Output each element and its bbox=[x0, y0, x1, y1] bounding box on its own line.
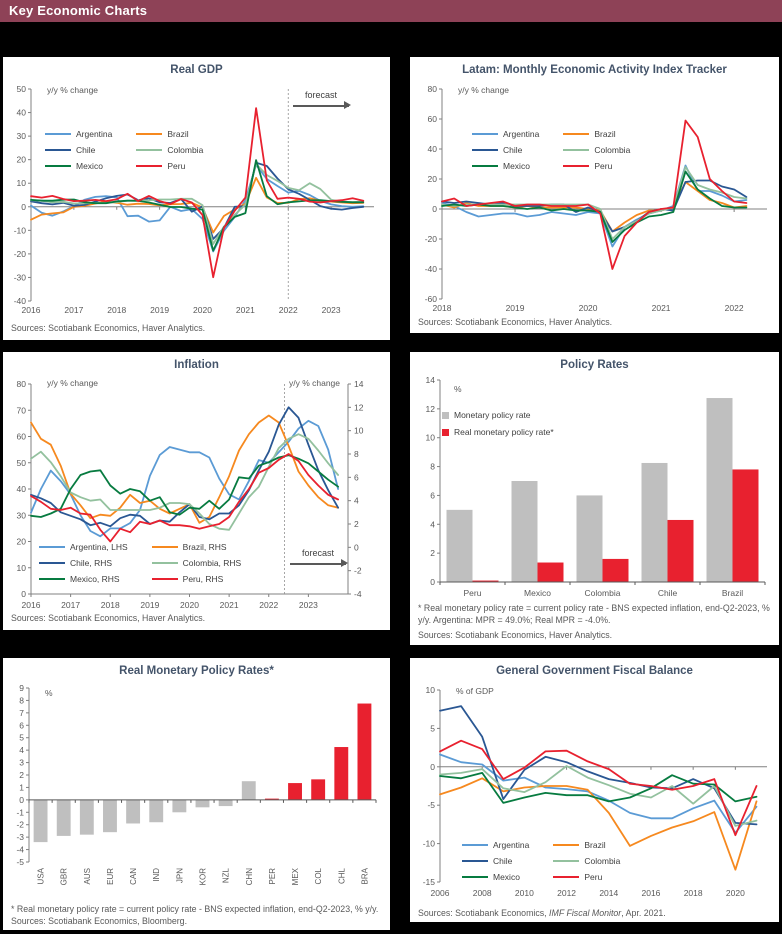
svg-text:-3: -3 bbox=[16, 832, 24, 843]
forecast-annotation bbox=[290, 90, 352, 107]
svg-text:-10: -10 bbox=[13, 225, 26, 236]
svg-text:2016: 2016 bbox=[641, 888, 661, 898]
legend-swatch bbox=[472, 165, 498, 167]
svg-text:2: 2 bbox=[19, 770, 24, 780]
source-suffix: , Apr. 2021. bbox=[621, 908, 666, 918]
legend-swatch bbox=[462, 876, 488, 878]
svg-text:80: 80 bbox=[427, 84, 437, 94]
legend-swatch bbox=[136, 149, 162, 151]
legend-label: Mexico, RHS bbox=[70, 574, 120, 584]
y-axis-unit-label: % bbox=[454, 384, 462, 394]
legend-item bbox=[442, 427, 554, 437]
svg-text:0: 0 bbox=[430, 761, 435, 772]
svg-text:2016: 2016 bbox=[21, 305, 41, 315]
real-mpr-panel bbox=[3, 658, 390, 930]
policy-rates-panel bbox=[410, 352, 779, 645]
legend-item bbox=[553, 872, 620, 882]
svg-text:2019: 2019 bbox=[505, 303, 525, 313]
chart-title: Real GDP bbox=[170, 64, 223, 76]
svg-text:Brazil: Brazil bbox=[721, 588, 744, 598]
legend-item bbox=[45, 161, 112, 171]
forecast-label: forecast bbox=[301, 548, 334, 558]
svg-text:2021: 2021 bbox=[219, 600, 239, 610]
svg-text:8: 8 bbox=[19, 695, 24, 706]
legend-label: Peru bbox=[167, 161, 186, 171]
svg-text:2018: 2018 bbox=[432, 303, 452, 313]
chart-title: Inflation bbox=[174, 359, 219, 371]
real-gdp-panel bbox=[3, 57, 390, 340]
svg-text:Colombia: Colombia bbox=[584, 588, 621, 598]
legend bbox=[45, 129, 203, 171]
right-y-axis-unit-label: y/y % change bbox=[288, 378, 340, 388]
legend-item bbox=[39, 574, 128, 584]
legend-swatch bbox=[152, 562, 178, 564]
legend-label: Chile, RHS bbox=[70, 558, 113, 568]
svg-text:2006: 2006 bbox=[430, 888, 450, 898]
svg-text:6: 6 bbox=[354, 472, 359, 483]
legend-swatch bbox=[472, 149, 498, 151]
legend-swatch bbox=[563, 165, 589, 167]
latam-activity-plot bbox=[410, 77, 779, 315]
legend-label: Argentina bbox=[503, 129, 540, 139]
svg-text:2019: 2019 bbox=[140, 600, 160, 610]
svg-text:KOR: KOR bbox=[198, 868, 208, 886]
svg-text:4: 4 bbox=[354, 495, 359, 506]
svg-text:10: 10 bbox=[425, 685, 435, 695]
legend-item bbox=[442, 410, 554, 420]
legend-item bbox=[45, 129, 112, 139]
svg-text:2022: 2022 bbox=[724, 303, 744, 313]
svg-text:2023: 2023 bbox=[321, 305, 341, 315]
legend bbox=[442, 410, 554, 437]
svg-text:8: 8 bbox=[430, 461, 435, 472]
svg-text:10: 10 bbox=[354, 425, 364, 436]
legend-label: Monetary policy rate bbox=[454, 410, 531, 420]
source-note: Sources: Scotiabank Economics, Haver Analytics. bbox=[11, 323, 206, 333]
y-axis-unit-label: y/y % change bbox=[47, 378, 99, 388]
svg-text:2014: 2014 bbox=[599, 888, 619, 898]
source-note: Sources: Scotiabank Economics, Haver Analytics. bbox=[11, 613, 206, 623]
legend-item bbox=[136, 161, 203, 171]
svg-text:2022: 2022 bbox=[278, 305, 298, 315]
legend-item bbox=[472, 161, 539, 171]
svg-text:NZL: NZL bbox=[221, 868, 231, 884]
forecast-arrow-icon bbox=[290, 563, 346, 565]
source-note: Sources: Scotiabank Economics, Haver Analytics. bbox=[418, 317, 613, 327]
svg-text:-20: -20 bbox=[424, 234, 437, 244]
svg-text:4: 4 bbox=[430, 519, 435, 530]
legend-item bbox=[39, 558, 128, 568]
forecast-label: forecast bbox=[304, 90, 337, 100]
legend-label: Colombia bbox=[594, 145, 631, 155]
source-note bbox=[418, 908, 666, 918]
svg-text:2020: 2020 bbox=[578, 303, 598, 313]
svg-text:20: 20 bbox=[16, 154, 26, 165]
svg-text:Mexico: Mexico bbox=[524, 588, 551, 598]
svg-text:IND: IND bbox=[152, 868, 162, 882]
svg-text:COL: COL bbox=[314, 868, 324, 885]
svg-text:-4: -4 bbox=[16, 844, 24, 855]
svg-text:0: 0 bbox=[430, 577, 435, 587]
source-italic: IMF Fiscal Monitor bbox=[549, 908, 622, 918]
legend-item bbox=[563, 161, 630, 171]
svg-text:7: 7 bbox=[19, 707, 24, 718]
svg-text:14: 14 bbox=[425, 375, 435, 385]
svg-text:2008: 2008 bbox=[472, 888, 492, 898]
svg-text:-5: -5 bbox=[16, 857, 24, 867]
svg-text:MEX: MEX bbox=[291, 868, 301, 886]
svg-text:30: 30 bbox=[16, 131, 26, 142]
svg-text:50: 50 bbox=[16, 457, 26, 468]
legend-label: Colombia, RHS bbox=[182, 558, 242, 568]
svg-text:-10: -10 bbox=[422, 838, 435, 849]
svg-text:4: 4 bbox=[19, 745, 24, 756]
real-gdp-plot bbox=[3, 77, 390, 317]
legend-swatch bbox=[553, 844, 579, 846]
legend-swatch bbox=[152, 578, 178, 580]
legend-label: Colombia bbox=[584, 856, 621, 866]
legend bbox=[462, 840, 620, 882]
svg-text:9: 9 bbox=[19, 683, 24, 693]
legend-swatch bbox=[45, 133, 71, 135]
legend-label: Mexico bbox=[503, 161, 530, 171]
svg-text:14: 14 bbox=[354, 379, 364, 389]
svg-text:80: 80 bbox=[16, 379, 26, 389]
legend-item bbox=[472, 145, 539, 155]
legend-item bbox=[563, 129, 630, 139]
svg-text:10: 10 bbox=[16, 178, 26, 189]
legend-swatch bbox=[136, 133, 162, 135]
legend-label: Brazil, RHS bbox=[182, 542, 227, 552]
legend-swatch bbox=[136, 165, 162, 167]
legend-label: Mexico bbox=[493, 872, 520, 882]
legend bbox=[472, 129, 630, 171]
legend-swatch bbox=[39, 578, 65, 580]
legend-swatch bbox=[472, 133, 498, 135]
svg-text:-2: -2 bbox=[16, 819, 24, 830]
svg-text:-15: -15 bbox=[422, 877, 435, 887]
legend-item bbox=[152, 558, 242, 568]
forecast-annotation bbox=[287, 548, 349, 565]
legend-swatch bbox=[442, 412, 449, 419]
svg-text:2022: 2022 bbox=[259, 600, 279, 610]
svg-text:70: 70 bbox=[16, 405, 26, 416]
legend-swatch bbox=[45, 149, 71, 151]
legend-label: Colombia bbox=[167, 145, 204, 155]
svg-text:0: 0 bbox=[19, 794, 24, 805]
svg-text:20: 20 bbox=[427, 174, 437, 184]
svg-text:CHL: CHL bbox=[337, 868, 347, 885]
svg-text:-4: -4 bbox=[354, 589, 362, 599]
svg-text:EUR: EUR bbox=[105, 868, 115, 885]
svg-text:2019: 2019 bbox=[150, 305, 170, 315]
legend-item bbox=[553, 856, 620, 866]
legend-swatch bbox=[553, 860, 579, 862]
legend-item bbox=[462, 840, 529, 850]
legend-label: Brazil bbox=[584, 840, 606, 850]
y-axis-unit-label: % of GDP bbox=[456, 686, 494, 696]
svg-text:0: 0 bbox=[21, 201, 26, 212]
legend-item bbox=[136, 129, 203, 139]
svg-text:40: 40 bbox=[427, 144, 437, 154]
svg-text:8: 8 bbox=[354, 449, 359, 459]
svg-text:12: 12 bbox=[425, 403, 435, 414]
legend-swatch bbox=[563, 149, 589, 151]
legend-item bbox=[472, 129, 539, 139]
y-axis-unit-label: y/y % change bbox=[47, 85, 99, 95]
forecast-arrow-icon bbox=[293, 105, 349, 107]
legend-label: Chile bbox=[76, 145, 96, 155]
svg-text:20: 20 bbox=[16, 536, 26, 547]
svg-text:-40: -40 bbox=[424, 264, 437, 274]
svg-text:2021: 2021 bbox=[235, 305, 255, 315]
svg-text:2018: 2018 bbox=[100, 600, 120, 610]
chart-title: General Government Fiscal Balance bbox=[496, 665, 693, 677]
legend-item bbox=[553, 840, 620, 850]
svg-text:-60: -60 bbox=[424, 294, 437, 304]
y-axis-unit-label: % bbox=[45, 688, 53, 698]
svg-text:Chile: Chile bbox=[657, 588, 678, 598]
legend-item bbox=[45, 145, 112, 155]
real-mpr-plot bbox=[3, 676, 390, 904]
svg-text:3: 3 bbox=[19, 757, 24, 768]
legend-swatch bbox=[45, 165, 71, 167]
legend-swatch bbox=[442, 429, 449, 436]
legend-swatch bbox=[462, 860, 488, 862]
legend-swatch bbox=[39, 546, 65, 548]
svg-text:40: 40 bbox=[16, 484, 26, 494]
svg-text:BRA: BRA bbox=[360, 868, 370, 885]
svg-text:5: 5 bbox=[430, 723, 435, 734]
svg-text:2023: 2023 bbox=[298, 600, 318, 610]
svg-text:CAN: CAN bbox=[129, 868, 139, 885]
svg-text:2018: 2018 bbox=[683, 888, 703, 898]
legend-swatch bbox=[39, 562, 65, 564]
svg-text:50: 50 bbox=[16, 84, 26, 94]
legend-swatch bbox=[152, 546, 178, 548]
chart-footnote: * Real monetary policy rate = current policy rate - BNS expected inflation, end-Q2-2023, % y/y. Argentina: MPR = 49.0%; Real MPR = -4.0%. bbox=[418, 603, 770, 625]
svg-text:AUS: AUS bbox=[82, 868, 92, 885]
svg-text:2016: 2016 bbox=[21, 600, 41, 610]
legend-label: Peru bbox=[594, 161, 613, 171]
latam-activity-panel bbox=[410, 57, 779, 333]
legend-label: Argentina bbox=[76, 129, 113, 139]
page-header bbox=[0, 0, 782, 22]
legend-label: Real monetary policy rate* bbox=[454, 427, 554, 437]
svg-text:-40: -40 bbox=[13, 296, 26, 306]
svg-text:2020: 2020 bbox=[193, 305, 212, 315]
legend-label: Brazil bbox=[594, 129, 616, 139]
chart-title: Policy Rates bbox=[560, 359, 629, 371]
y-axis-unit-label: y/y % change bbox=[458, 85, 510, 95]
legend bbox=[39, 542, 241, 584]
svg-text:-30: -30 bbox=[13, 272, 26, 283]
legend-label: Argentina, LHS bbox=[70, 542, 128, 552]
svg-text:40: 40 bbox=[16, 107, 26, 118]
svg-text:10: 10 bbox=[16, 562, 26, 573]
legend-label: Argentina bbox=[493, 840, 530, 850]
svg-text:0: 0 bbox=[432, 204, 437, 214]
page-title: Key Economic Charts bbox=[9, 3, 148, 18]
svg-text:GBR: GBR bbox=[59, 868, 69, 886]
svg-text:0: 0 bbox=[21, 589, 26, 599]
svg-text:JPN: JPN bbox=[175, 868, 185, 884]
legend-label: Peru bbox=[584, 872, 603, 882]
svg-text:12: 12 bbox=[354, 402, 364, 413]
svg-text:6: 6 bbox=[19, 720, 24, 731]
svg-text:2017: 2017 bbox=[61, 600, 81, 610]
inflation-panel bbox=[3, 352, 390, 630]
legend-item bbox=[563, 145, 630, 155]
fiscal-balance-panel bbox=[410, 658, 779, 922]
legend-swatch bbox=[553, 876, 579, 878]
svg-text:2: 2 bbox=[354, 519, 359, 529]
chart-title: Latam: Monthly Economic Activity Index Tracker bbox=[462, 64, 727, 76]
legend-label: Chile bbox=[493, 856, 513, 866]
svg-text:USA: USA bbox=[36, 868, 46, 885]
legend-swatch bbox=[462, 844, 488, 846]
svg-text:CHN: CHN bbox=[244, 868, 254, 886]
svg-text:2010: 2010 bbox=[514, 888, 534, 898]
svg-text:30: 30 bbox=[16, 510, 26, 521]
svg-text:-1: -1 bbox=[16, 807, 24, 818]
svg-text:-20: -20 bbox=[13, 248, 26, 259]
svg-text:Peru: Peru bbox=[463, 588, 482, 598]
legend-item bbox=[136, 145, 203, 155]
legend-item bbox=[39, 542, 128, 552]
legend-swatch bbox=[563, 133, 589, 135]
svg-text:2017: 2017 bbox=[64, 305, 84, 315]
policy-rates-plot bbox=[410, 370, 779, 602]
svg-text:2018: 2018 bbox=[107, 305, 127, 315]
svg-text:10: 10 bbox=[425, 432, 435, 443]
svg-text:2020: 2020 bbox=[725, 888, 745, 898]
svg-text:2021: 2021 bbox=[651, 303, 671, 313]
legend-item bbox=[462, 872, 529, 882]
svg-text:-2: -2 bbox=[354, 565, 362, 576]
chart-footnote: * Real monetary policy rate = current policy rate - BNS expected inflation, end-Q2-2023, % y/y. Sources: Scotiabank Economics, Bloomberg. bbox=[11, 904, 379, 926]
svg-text:60: 60 bbox=[427, 114, 437, 124]
chart-title: Real Monetary Policy Rates* bbox=[119, 665, 274, 677]
legend-label: Mexico bbox=[76, 161, 103, 171]
legend-label: Brazil bbox=[167, 129, 189, 139]
svg-text:60: 60 bbox=[16, 431, 26, 442]
legend-item bbox=[152, 542, 242, 552]
svg-text:0: 0 bbox=[354, 542, 359, 553]
svg-text:PER: PER bbox=[267, 868, 277, 885]
svg-text:6: 6 bbox=[430, 490, 435, 501]
svg-text:-5: -5 bbox=[427, 800, 435, 811]
source-note: Sources: Scotiabank Economics, Haver Analytics. bbox=[418, 630, 613, 640]
svg-text:2: 2 bbox=[430, 548, 435, 559]
svg-text:2012: 2012 bbox=[557, 888, 577, 898]
legend-label: Chile bbox=[503, 145, 523, 155]
svg-text:2020: 2020 bbox=[180, 600, 199, 610]
legend-label: Peru, RHS bbox=[182, 574, 224, 584]
legend-item bbox=[152, 574, 242, 584]
source-prefix: Sources: Scotiabank Economics, bbox=[418, 908, 550, 918]
svg-text:5: 5 bbox=[19, 732, 24, 743]
svg-text:1: 1 bbox=[19, 782, 24, 793]
legend-item bbox=[462, 856, 529, 866]
